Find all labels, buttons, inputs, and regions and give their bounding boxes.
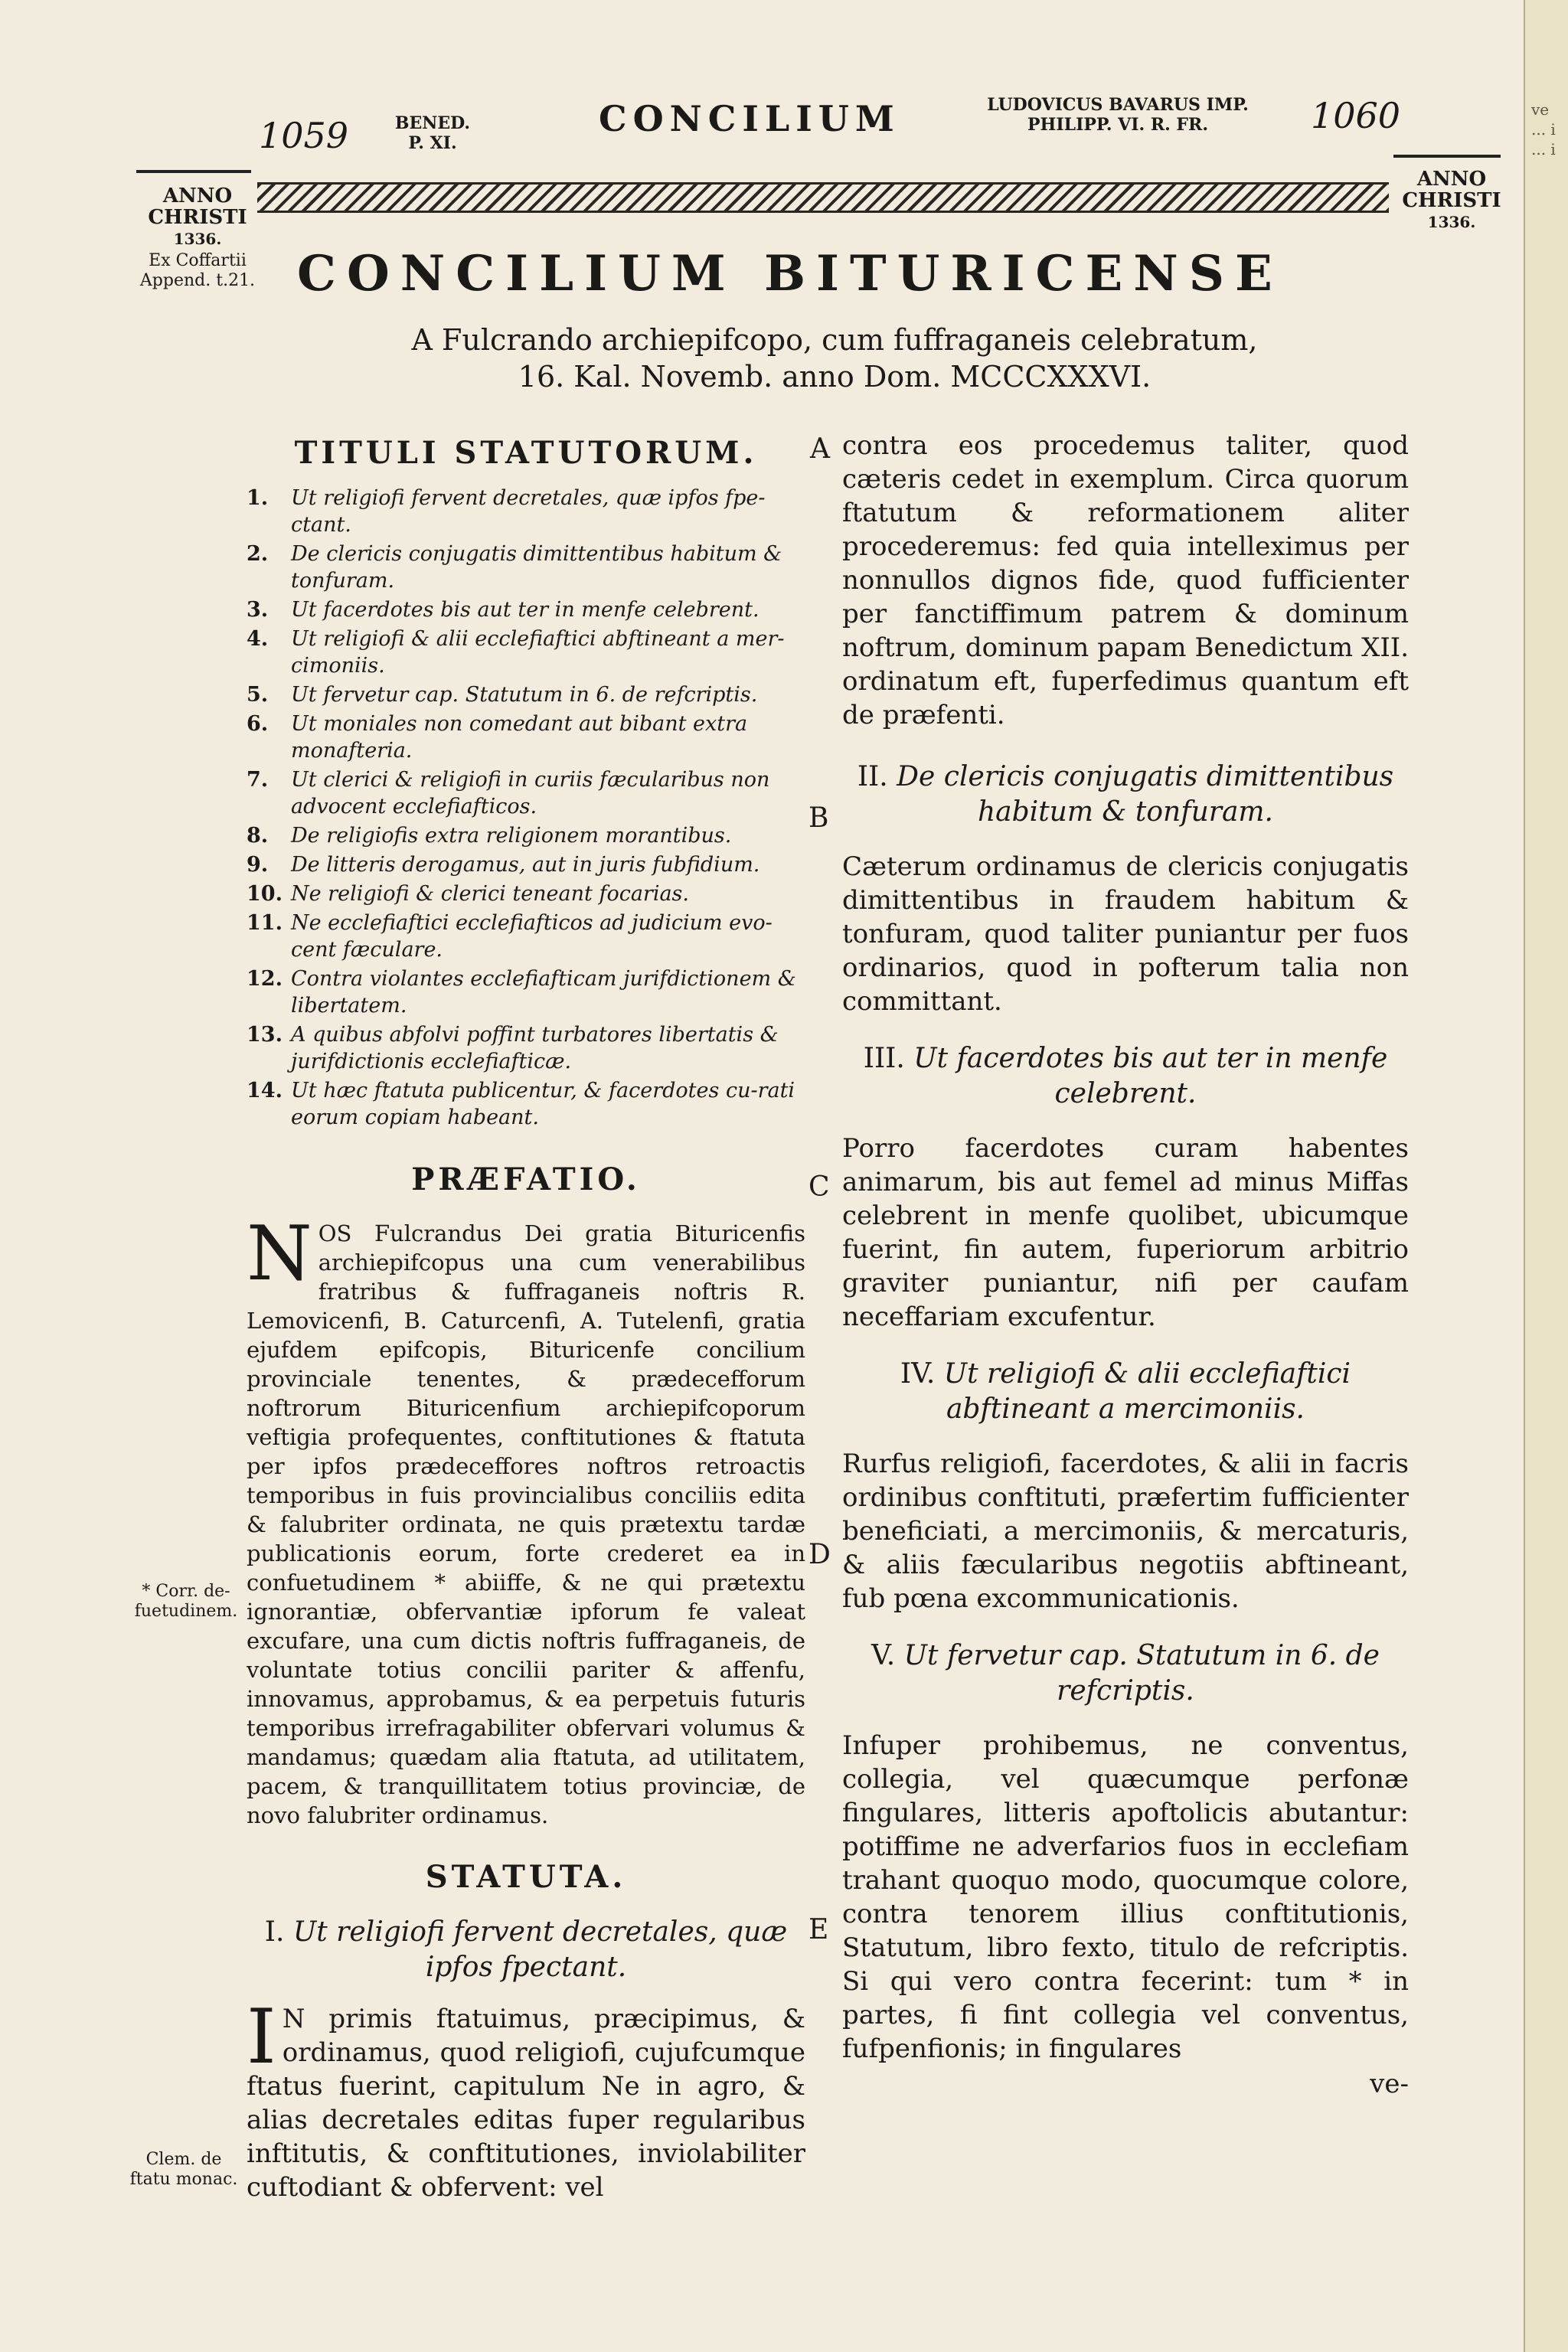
toc-item-number: 3.	[247, 598, 269, 622]
toc-item-text: De clericis conjugatis dimittentibus habitum & tonfuram.	[291, 542, 782, 593]
toc-item-number: 2.	[247, 542, 269, 566]
right-margin-rule	[1393, 155, 1501, 158]
toc-item	[247, 880, 805, 907]
toc-item	[247, 710, 805, 764]
chapter-5-paragraph: Infuper prohibemus, ne conventus, collegia, vel quæcumque perfonæ fingulares, litteris apoftolicis abutantur: potiffime ne adverfarios fuos in ecclefiam trahant quoquo modo, quocumque colore, contra tenorem illius conftitutionis, Statutum, libro fexto, titulo de refcriptis. Si qui vero contra fecerint: tum * in partes, fi fint collegia vel conventus, fufpenfionis; in fingulares	[842, 1730, 1409, 2064]
toc-item-number: 5.	[247, 683, 269, 707]
toc-item-text: Ut moniales non comedant aut bibant extra monafteria.	[291, 712, 748, 763]
toc-item	[247, 910, 805, 963]
page-number-right: 1060	[1311, 95, 1401, 136]
chapter-3-heading	[842, 1041, 1409, 1112]
toc-item-text: De religiofis extra religionem morantibus.	[291, 824, 732, 848]
praefatio-heading: PRÆFATIO.	[411, 1161, 641, 1197]
anno-left-line1: ANNO	[162, 185, 233, 207]
toc-item	[247, 596, 805, 623]
chapter-1-paragraph	[247, 1994, 805, 2204]
section-marker-b: B	[808, 802, 829, 834]
toc-item	[247, 681, 805, 708]
toc-item-text: Ut religiofi fervent decretales, quæ ipfos fpe-ctant.	[291, 486, 766, 537]
toc-item-number: 1.	[247, 486, 269, 510]
continued-paragraph: contra eos procedemus taliter, quod cæteris cedet in exemplum. Circa quorum ftatutum & reformationem aliter procederemus: fed quia intelleximus per nonnullos dignos fide, quod fufficienter per fanctiffimum patrem & dominum noftrum, dominum papam Benedictum XII. ordinatum eft, fuperfedimus quantum eft de præfenti.	[842, 430, 1409, 730]
toc-item-text: Ut clerici & religiofi in curiis fæcularibus non advocent ecclefiafticos.	[291, 768, 770, 818]
chapter-5-heading	[842, 1638, 1409, 1709]
correction-line1: * Corr. de-	[142, 1582, 230, 1601]
toc-item-number: 4.	[247, 627, 269, 651]
toc-item-number: 12.	[247, 967, 283, 991]
chapter-1-heading	[247, 1915, 805, 1985]
toc-item	[247, 1021, 805, 1075]
header-left-line2: P. XI.	[408, 133, 457, 153]
toc-item-text: Ut facerdotes bis aut ter in menfe celebrent.	[291, 598, 760, 622]
right-column	[842, 429, 1409, 2099]
toc-item-text: Contra violantes ecclefiafticam jurifdictionem & libertatem.	[291, 967, 796, 1018]
toc-item-text: De litteris derogamus, aut in juris fubfidium.	[291, 853, 760, 877]
header-right-label	[957, 95, 1279, 135]
chapter-3-paragraph: Porro facerdotes curam habentes animarum, bis aut femel ad minus Miffas celebrent in menfe quolibet, ubicumque fuerint, fin autem, fuperiorum arbitrio graviter puniantur, nifi per caufam neceffariam excufentur.	[842, 1133, 1409, 1332]
chapter-1-number: I.	[264, 1916, 285, 1948]
section-marker-a: A	[810, 433, 830, 465]
chapter-4-title: Ut religiofi & alii ecclefiaftici abftineant a mercimoniis.	[943, 1358, 1351, 1425]
praefatio-text: OS Fulcrandus Dei gratia Bituricenfis archiepifcopus una cum venerabilibus fratribus & fuffraganeis noftris R. Lemovicenfi, B. Caturcenfi, A. Tutelenfi, gratia ejufdem epifcopis, Bituricenfe concilium provinciale tenentes, & prædecefforum noftrorum Bituricenfium archiepifcoporum veftigia profequentes, conftitutiones & ftatuta per ipfos prædeceffores noftros retroactis temporibus in fuis provincialibus conciliis edita & falubriter ordinata, ne quis prætextu tardæ publicationis eorum, forte crederet ea in confuetudinem * abiiffe, & ne qui prætextu ignorantiæ, obfervantiæ ipforum fe valeat excufare, una cum dictis noftris fuffraganeis, de voluntate totius concilii pariter & affenfu, innovamus, approbamus, & ea perpetuis futuris temporibus irrefragabiliter obfervari volumus & mandamus; quædam alia ftatuta, ad utilitatem, pacem, & tranquillitatem totius provinciæ, de novo falubriter ordinamus.	[247, 1220, 805, 1828]
toc-item	[247, 965, 805, 1019]
toc-item-text: Ne ecclefiaftici ecclefiafticos ad judicium evo-cent fæculare.	[291, 911, 773, 962]
toc-item-text: Ut fervetur cap. Statutum in 6. de refcriptis.	[291, 683, 758, 707]
correction-line2: fuetudinem.	[134, 1602, 238, 1621]
clementine-line1: Clem. de	[145, 2150, 222, 2169]
anno-right-line1: ANNO	[1416, 168, 1487, 191]
statuta-heading: STATUTA.	[425, 1859, 627, 1895]
subtitle	[329, 322, 1340, 395]
anno-left-line2: CHRISTI	[148, 206, 247, 229]
anno-christi-left	[136, 185, 259, 250]
source-note-line2: Append. t.21.	[139, 271, 256, 290]
section-marker-d: D	[808, 1539, 831, 1570]
main-title: CONCILIUM BITURICENSE	[297, 245, 1283, 302]
subtitle-line2: 16. Kal. Novemb. anno Dom. MCCCXXXVI.	[518, 360, 1152, 394]
chapter-2-title: De clericis conjugatis dimittentibus habitum & tonfuram.	[897, 761, 1394, 828]
toc-item-number: 9.	[247, 853, 269, 877]
header-right-line1: LUDOVICUS BAVARUS IMP.	[987, 95, 1249, 115]
toc-item-number: 13.	[247, 1023, 283, 1047]
catchword: ve-	[1370, 2069, 1409, 2099]
toc-item	[247, 766, 805, 820]
margin-note-clementine	[122, 2150, 245, 2190]
chapter-2-heading	[842, 760, 1409, 830]
margin-note-correction	[129, 1582, 243, 1622]
clementine-line2: ftatu monac.	[129, 2170, 238, 2189]
chapter-3-number: III.	[863, 1043, 905, 1074]
chapter-4-heading	[842, 1357, 1409, 1427]
header-right-line2: PHILIPP. VI. R. FR.	[1027, 115, 1208, 135]
left-column	[247, 435, 805, 2204]
toc-item	[247, 822, 805, 849]
chapter-5-number: V.	[871, 1640, 896, 1671]
chapter-1-title: Ut religiofi fervent decretales, quæ ipfos fpectant.	[292, 1916, 788, 1983]
chapter-1-text: N primis ftatuimus, præcipimus, & ordinamus, quod religiofi, cujufcumque ftatus fuerint, capitulum Ne in agro, & alias decretales editas fuper regularibus inftitutis, & conftitutiones, inviolabiliter cuftodiant & obfervent: vel	[247, 2004, 805, 2203]
subtitle-line1: A Fulcrando archiepifcopo, cum fuffraganeis celebratum,	[411, 323, 1258, 357]
chapter-2-number: II.	[857, 761, 888, 792]
header-left-label	[383, 113, 482, 153]
source-note-line1: Ex Coffartii	[149, 251, 247, 270]
anno-right-year: 1336.	[1427, 213, 1476, 231]
chapter-5-title: Ut fervetur cap. Statutum in 6. de refcriptis.	[903, 1640, 1380, 1707]
section-marker-c: C	[808, 1171, 830, 1203]
facing-page-fragment: ve ... i ... i	[1531, 100, 1556, 158]
header-left-line1: BENED.	[394, 113, 471, 133]
toc-item-text: Ut hæc ftatuta publicentur, & facerdotes cu-rati eorum copiam habeant.	[291, 1079, 795, 1129]
source-note	[129, 251, 266, 291]
chapter-2-paragraph: Cæterum ordinamus de clericis conjugatis dimittentibus in fraudem habitum & tonfuram, quod taliter puniantur per fuos ordinarios, quod in pofterum talia non committant.	[842, 851, 1409, 1017]
toc-item-number: 8.	[247, 824, 269, 848]
toc-item-number: 14.	[247, 1079, 283, 1102]
toc-item	[247, 1077, 805, 1131]
anno-right-line2: CHRISTI	[1402, 189, 1501, 212]
praefatio-dropcap: N	[247, 1210, 312, 1298]
facing-page-edge	[1524, 0, 1568, 2352]
toc-item-text: Ne religiofi & clerici teneant focarias.	[291, 882, 690, 906]
toc-item	[247, 626, 805, 679]
left-margin-rule	[136, 170, 251, 173]
page-number-left: 1059	[259, 115, 349, 156]
toc-item	[247, 851, 805, 878]
anno-christi-right	[1398, 168, 1505, 233]
ornamental-band	[257, 182, 1389, 213]
toc-item	[247, 485, 805, 538]
toc-item-number: 6.	[247, 712, 269, 736]
section-marker-e: E	[808, 1914, 829, 1945]
toc-item-number: 11.	[247, 911, 283, 935]
toc-heading: TITULI STATUTORUM.	[294, 435, 758, 471]
chapter-4-number: IV.	[900, 1358, 936, 1390]
praefatio-paragraph	[247, 1210, 805, 1830]
chapter-3-title: Ut facerdotes bis aut ter in menfe celebrent.	[913, 1043, 1388, 1109]
chapter-1-dropcap: I	[247, 1994, 276, 2081]
anno-left-year: 1336.	[173, 230, 222, 248]
chapter-4-paragraph: Rurfus religiofi, facerdotes, & alii in facris ordinibus conftituti, præfertim fufficienter beneficiati, a mercimoniis, & mercaturis, & aliis fæcularibus negotiis abftineant, fub pœna excommunicationis.	[842, 1449, 1409, 1614]
toc-item	[247, 541, 805, 594]
running-title: CONCILIUM	[599, 98, 900, 139]
toc-item-text: Ut religiofi & alii ecclefiaftici abftineant a mer-cimoniis.	[291, 627, 785, 678]
toc-item-number: 10.	[247, 882, 283, 906]
statutes-list	[247, 485, 805, 1131]
toc-item-number: 7.	[247, 768, 269, 792]
toc-item-text: A quibus abfolvi poffint turbatores libertatis & jurifdictionis ecclefiafticæ.	[291, 1023, 779, 1073]
